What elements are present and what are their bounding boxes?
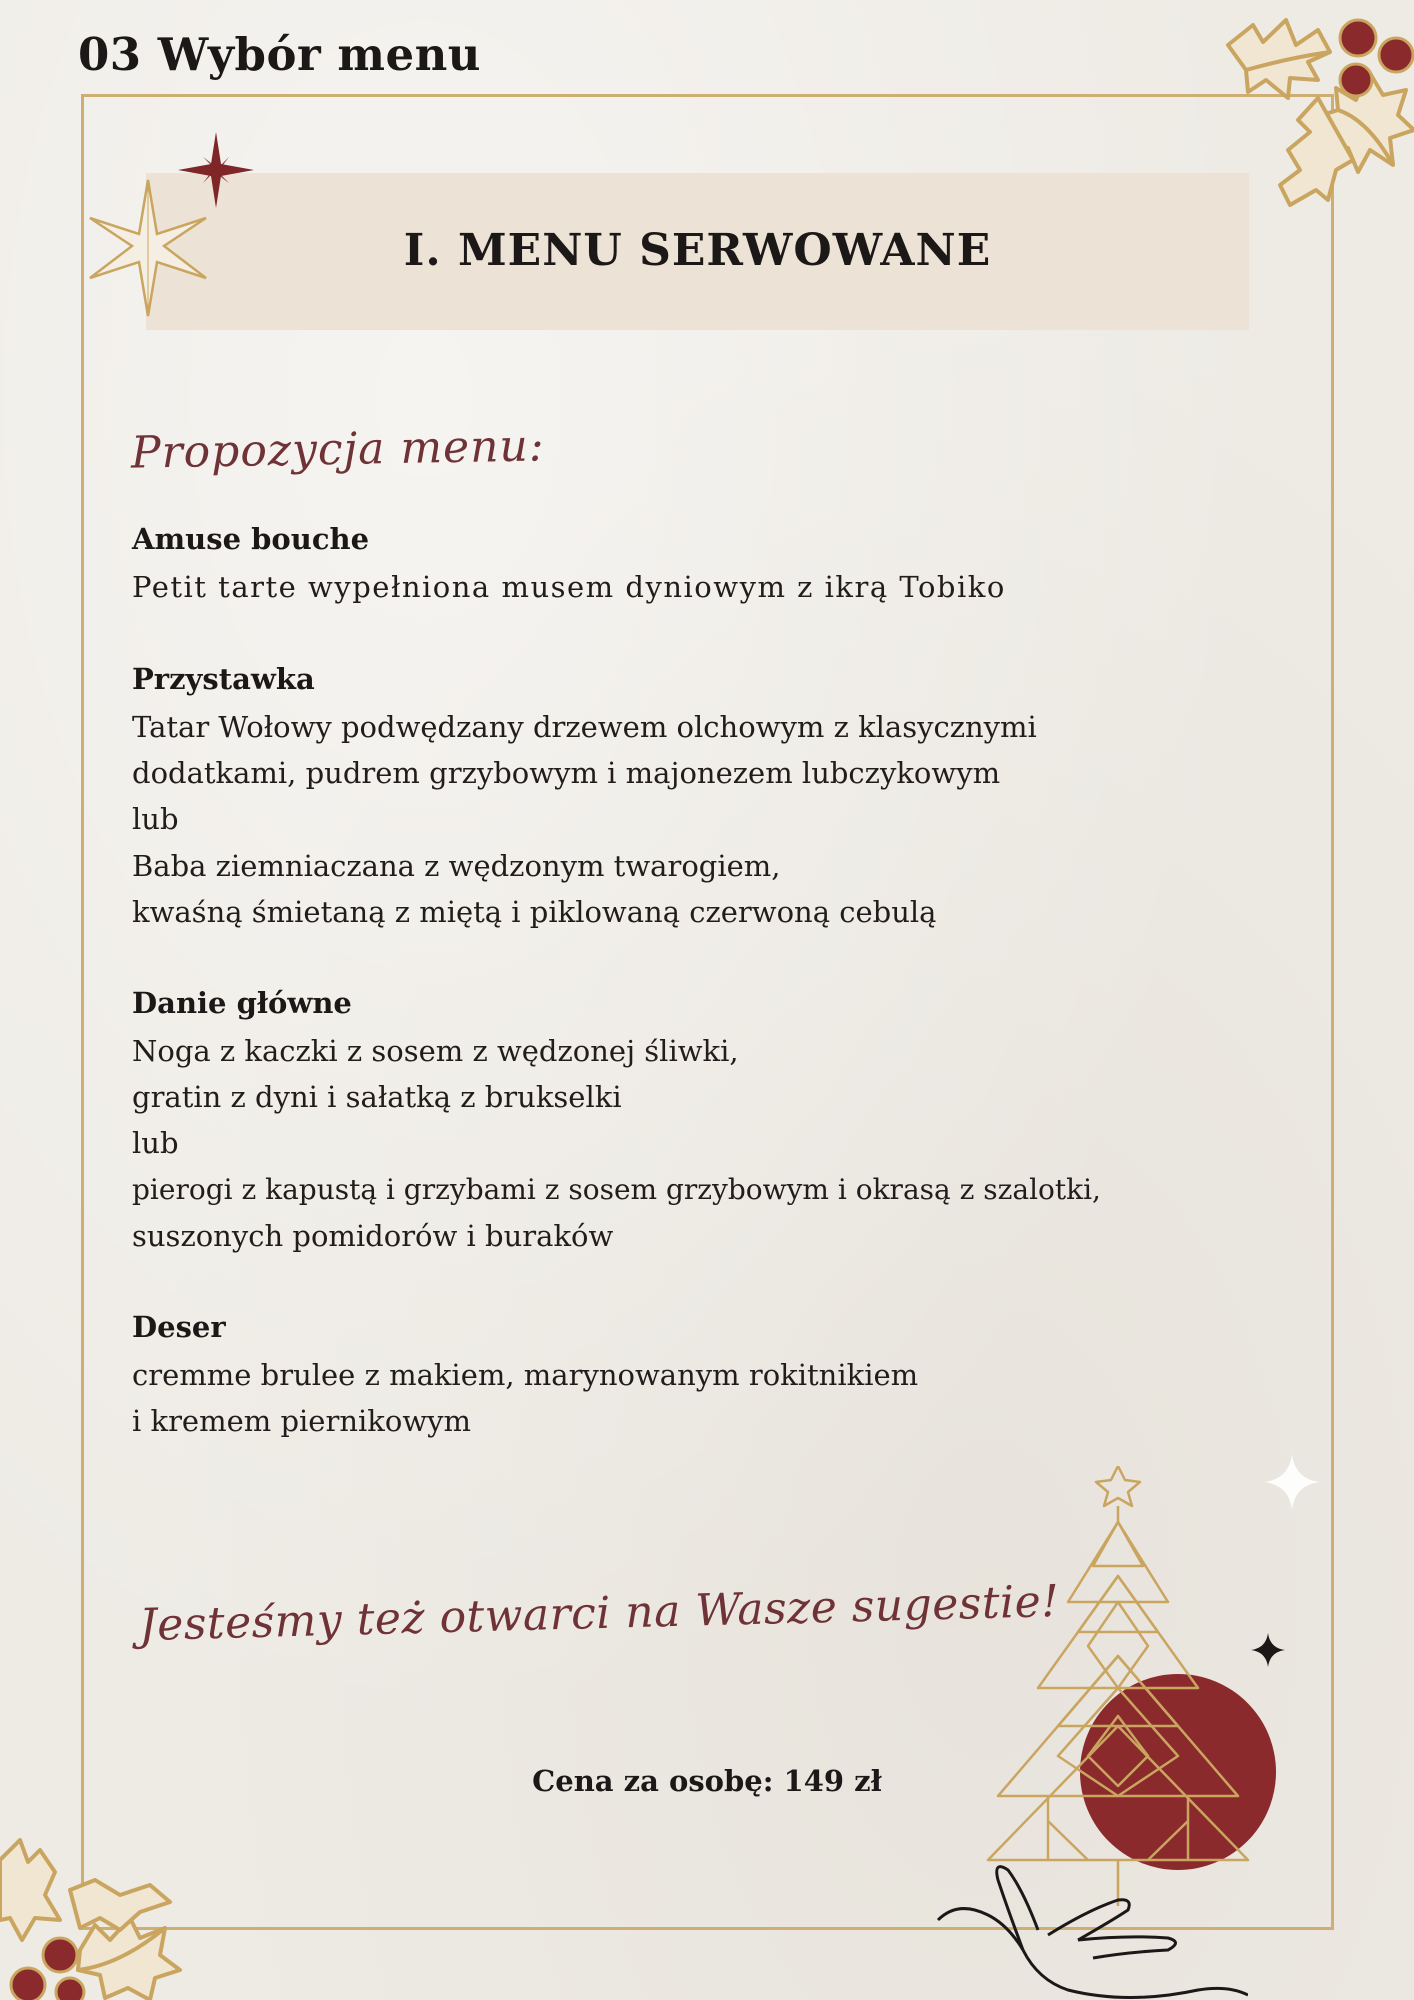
closing-note: Jesteśmy też otwarci na Wasze sugestie! [138, 1575, 1060, 1652]
holly-icon [1218, 0, 1414, 215]
course-line: lub [132, 1126, 179, 1160]
course-line: cremme brulee z makiem, marynowanym rokitnikiem [132, 1358, 919, 1392]
course-line: Petit tarte wypełniona musem dyniowym z ikrą Tobiko [132, 570, 1006, 604]
course-line: suszonych pomidorów i buraków [132, 1219, 614, 1253]
course-line: dodatkami, pudrem grzybowym i majonezem lubczykowym [132, 756, 1001, 790]
course-heading: Amuse bouche [132, 522, 370, 556]
course-heading: Danie główne [132, 986, 352, 1020]
menu-subtitle: Propozycja menu: [130, 420, 546, 479]
course-line: Baba ziemniaczana z wędzonym twarogiem, [132, 849, 781, 883]
price-label: Cena za osobę: 149 zł [532, 1764, 882, 1798]
course-line: gratin z dyni i sałatką z brukselki [132, 1080, 622, 1114]
course-line: Tatar Wołowy podwędzany drzewem olchowym z klasycznymi [132, 710, 1037, 744]
page-title: 03 Wybór menu [78, 28, 482, 81]
section-banner [146, 173, 1249, 330]
course-line: kwaśną śmietaną z miętą i piklowaną czerwoną cebulą [132, 895, 937, 929]
hand-icon [928, 1840, 1248, 2000]
holly-icon [0, 1800, 200, 2000]
course-line: i kremem piernikowym [132, 1404, 472, 1438]
banner-title: I. MENU SERWOWANE [403, 225, 992, 276]
course-heading: Deser [132, 1310, 226, 1344]
course-heading: Przystawka [132, 662, 315, 696]
course-line: pierogi z kapustą i grzybami z sosem grzybowym i okrasą z szalotki, [132, 1173, 1101, 1206]
price-per-person [0, 1764, 1414, 1798]
course-line: Noga z kaczki z sosem z wędzonej śliwki, [132, 1034, 739, 1068]
star-icon [78, 178, 218, 318]
course-line: lub [132, 802, 179, 836]
